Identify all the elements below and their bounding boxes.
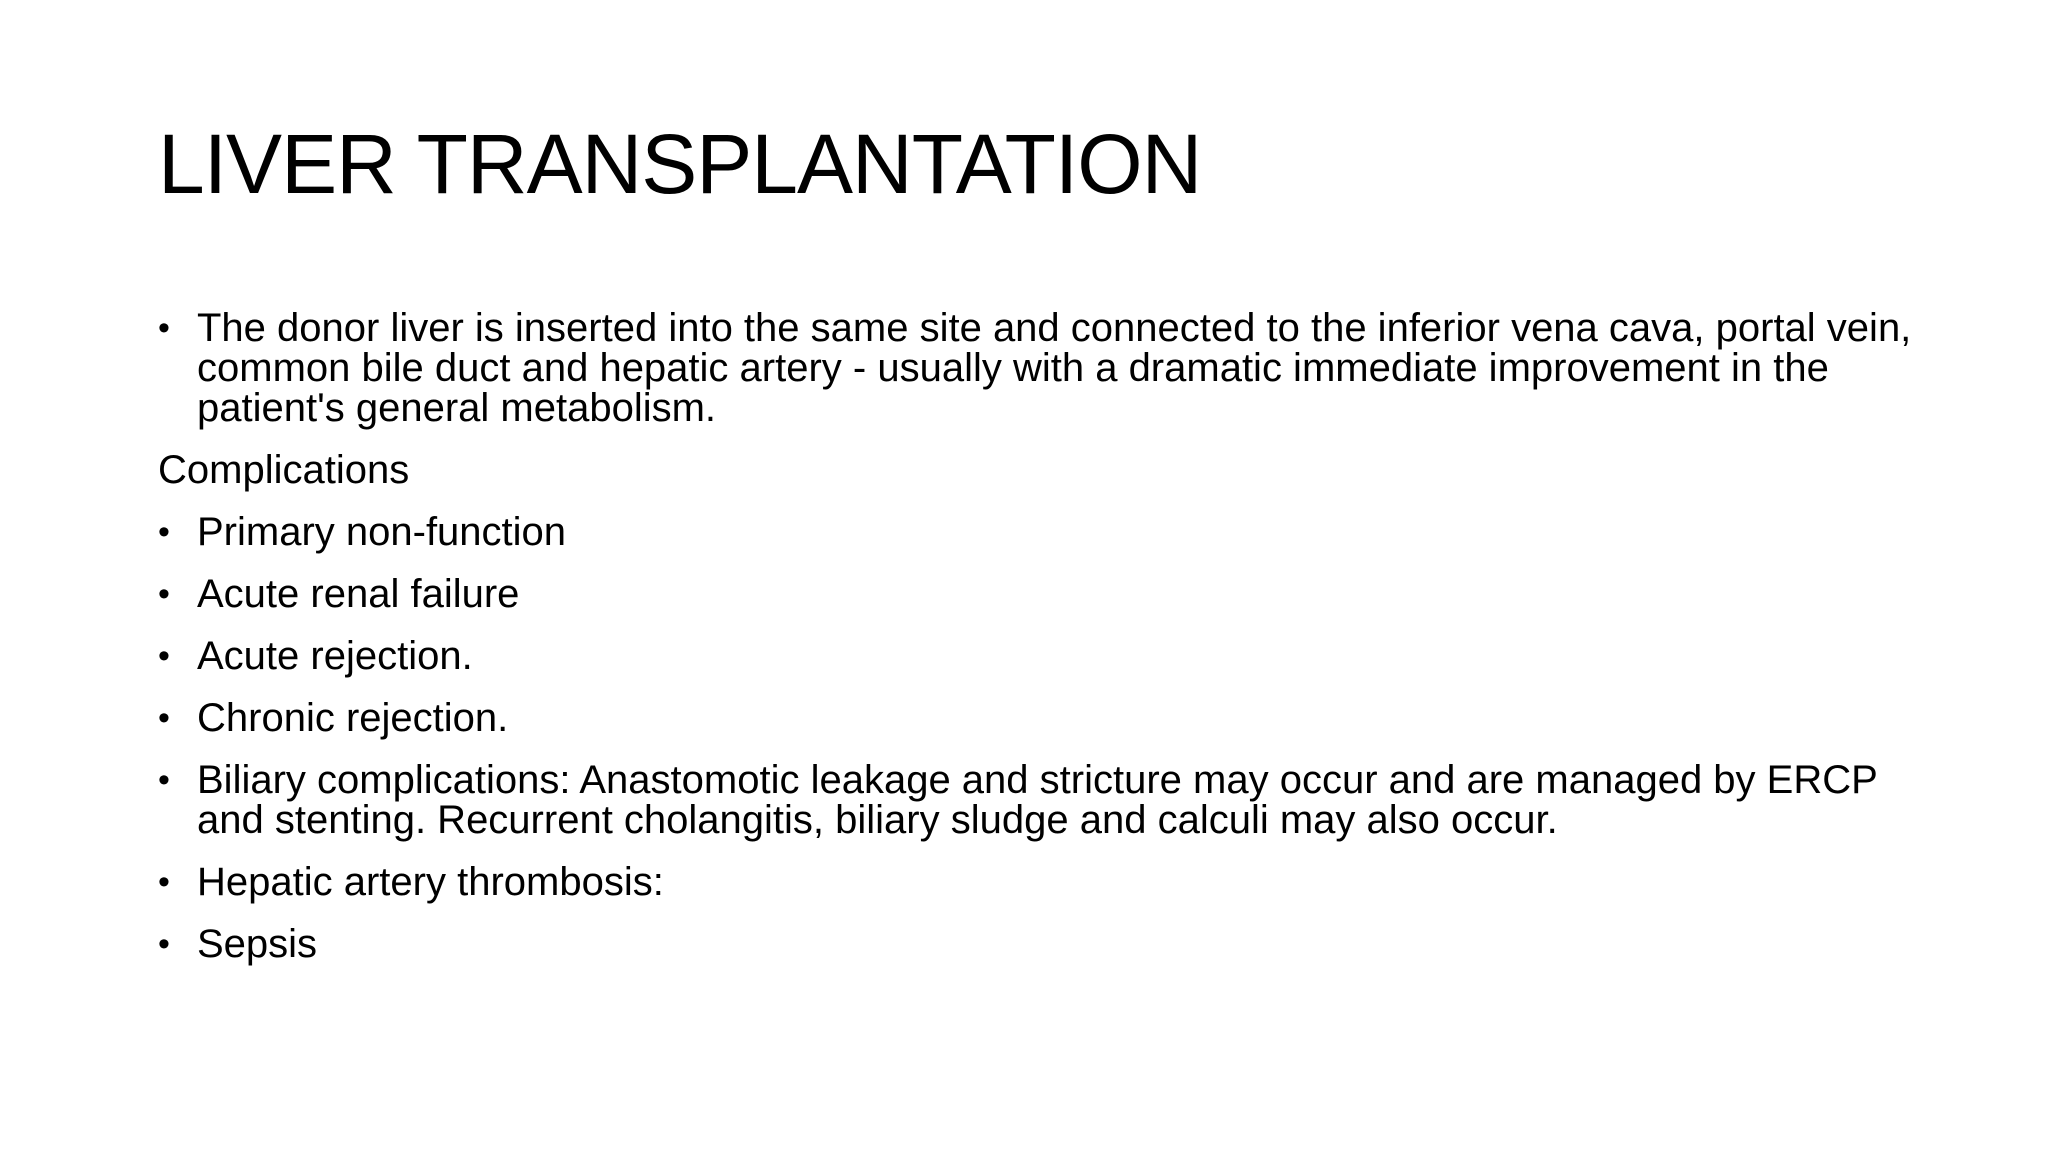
list-item-donor-liver [158,308,1918,428]
bullet-icon: • [158,925,170,963]
slide-body-list [158,308,1918,986]
list-item-primary-non-function [158,512,1918,552]
bullet-icon: • [158,575,170,613]
slide-title: LIVER TRANSPLANTATION [158,117,1202,211]
list-item-text: Primary non-function [197,510,567,554]
list-item-text: Hepatic artery thrombosis: [197,860,664,904]
section-heading-text: Complications [158,448,410,492]
bullet-icon: • [158,761,170,799]
bullet-icon: • [158,513,170,551]
list-item-sepsis [158,924,1918,964]
bullet-icon: • [158,637,170,675]
list-item-text: Acute renal failure [197,572,520,616]
bullet-icon: • [158,863,170,901]
list-item-text: Chronic rejection. [197,696,509,740]
list-item-text: Acute rejection. [197,634,473,678]
list-item-hepatic-artery-thrombosis [158,862,1918,902]
list-item-text: Sepsis [197,922,318,966]
bullet-icon: • [158,699,170,737]
list-item-acute-rejection [158,636,1918,676]
list-item-text: The donor liver is inserted into the same site and connected to the inferior vena cava, portal vein, common bile duct and hepatic artery - usually with a dramatic immediate improvement in the patient's general metabolism. [197,306,1912,430]
list-item-chronic-rejection [158,698,1918,738]
complications-heading [158,450,1918,490]
list-item-biliary-complications [158,760,1918,840]
list-item-acute-renal-failure [158,574,1918,614]
list-item-text: Biliary complications: Anastomotic leakage and stricture may occur and are managed by ERCP and stenting. Recurrent cholangitis, biliary sludge and calculi may also occur. [197,758,1878,842]
bullet-icon: • [158,309,170,347]
